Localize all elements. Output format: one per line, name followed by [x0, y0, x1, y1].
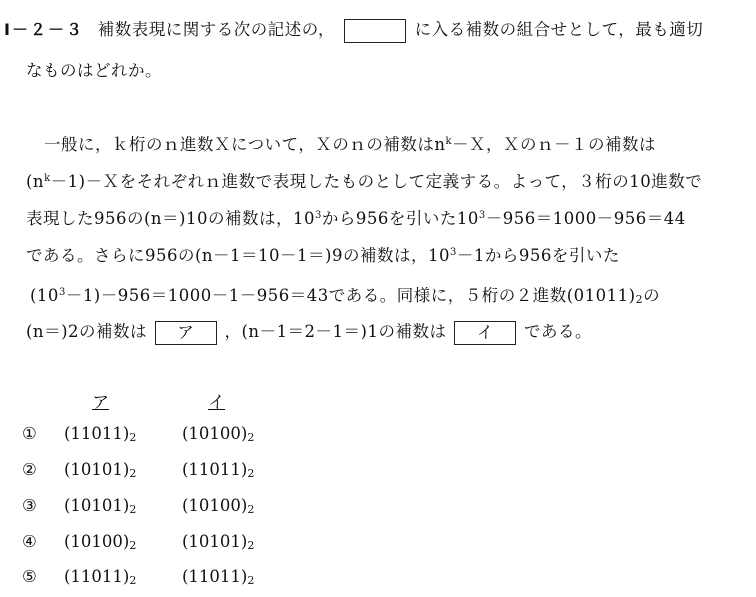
body-line-5: [30, 282, 660, 306]
option-value-a: [64, 424, 136, 444]
blank-box: [344, 19, 406, 43]
option-header-a: ア: [92, 393, 109, 413]
value-text: (10100): [64, 532, 130, 551]
question-line-2: [26, 57, 162, 81]
subscript: 2: [247, 539, 255, 552]
body-text: (n＝)2の補数は: [26, 322, 147, 341]
option-value-a: [64, 532, 136, 552]
subscript: 2: [247, 431, 255, 444]
subscript: 2: [247, 467, 255, 480]
option-4[interactable]: [22, 532, 255, 552]
option-value-b: [182, 567, 254, 587]
value-text: (10101): [182, 532, 248, 551]
body-line-2: [26, 168, 702, 192]
superscript: k: [445, 136, 453, 147]
body-text: －Ｘ，Ｘのｎ－１の補数は: [452, 135, 657, 154]
option-value-a: [64, 496, 136, 516]
body-text: 一般に，ｋ桁のｎ進数Ｘについて，Ｘのｎの補数はn: [44, 135, 446, 154]
subscript: 2: [635, 293, 644, 306]
superscript: 3: [449, 247, 457, 258]
value-text: (11011): [64, 567, 130, 586]
option-value-b: [182, 532, 254, 552]
option-value-b: [182, 460, 254, 480]
value-text: (10100): [182, 424, 248, 443]
subscript: 2: [129, 539, 137, 552]
value-text: (11011): [182, 567, 248, 586]
body-text: 表現した956の(n＝)10の補数は，10: [26, 209, 315, 228]
superscript: k: [44, 173, 51, 184]
option-header-b: イ: [208, 393, 225, 413]
body-text: の: [643, 286, 661, 305]
subscript: 2: [129, 574, 137, 587]
answer-box-a: ア: [155, 321, 217, 345]
superscript: 3: [478, 210, 486, 221]
question-line-1: [4, 16, 703, 43]
body-text: －956＝1000－956＝44: [485, 209, 686, 228]
body-text: －1から956を引いた: [456, 246, 620, 265]
answer-box-b: イ: [454, 321, 516, 345]
superscript: 3: [58, 287, 66, 298]
value-text: (11011): [182, 460, 248, 479]
body-line-6: [26, 318, 592, 345]
body-text: である。: [524, 322, 592, 341]
question-number: Ⅰ－２－３: [4, 20, 84, 39]
question-prompt-part2: に入る補数の組合せとして，最も適切: [414, 20, 704, 39]
body-text: である。さらに956の(n－1＝10－1＝)9の補数は，10: [26, 246, 450, 265]
value-text: (10100): [182, 496, 248, 515]
body-text: ，(n－1＝2－1＝)1の補数は: [224, 322, 447, 341]
body-text: (10: [30, 286, 59, 305]
option-5[interactable]: [22, 567, 255, 587]
body-text: (n: [26, 172, 45, 191]
body-text: から956を引いた10: [321, 209, 479, 228]
subscript: 2: [129, 467, 137, 480]
option-value-b: [182, 496, 254, 516]
value-text: (10101): [64, 460, 130, 479]
option-number: ②: [22, 460, 37, 479]
option-1[interactable]: [22, 424, 255, 444]
superscript: 3: [315, 210, 322, 221]
subscript: 2: [129, 431, 137, 444]
value-text: (10101): [64, 496, 130, 515]
option-number: ④: [22, 532, 37, 551]
option-value-a: [64, 567, 136, 587]
option-number: ⑤: [22, 567, 37, 586]
option-value-a: [64, 460, 136, 480]
body-text: －1)－Ｘをそれぞれｎ進数で表現したものとして定義する。よって，３桁の10進数で: [50, 172, 703, 191]
question-prompt-part1: 補数表現に関する次の記述の，: [97, 20, 336, 39]
body-line-4: [26, 242, 620, 266]
option-3[interactable]: [22, 496, 255, 516]
subscript: 2: [129, 503, 137, 516]
body-line-1: [44, 131, 656, 155]
value-text: (11011): [64, 424, 130, 443]
body-text: －1)－956＝1000－1－956＝43である。同様に，５桁の２進数(01011): [65, 286, 636, 305]
option-2[interactable]: [22, 460, 255, 480]
body-line-3: [26, 205, 686, 229]
option-number: ③: [22, 496, 37, 515]
subscript: 2: [247, 503, 255, 516]
option-number: ①: [22, 424, 37, 443]
question-prompt-line2: なものはどれか。: [26, 61, 162, 80]
option-value-b: [182, 424, 254, 444]
subscript: 2: [247, 574, 255, 587]
